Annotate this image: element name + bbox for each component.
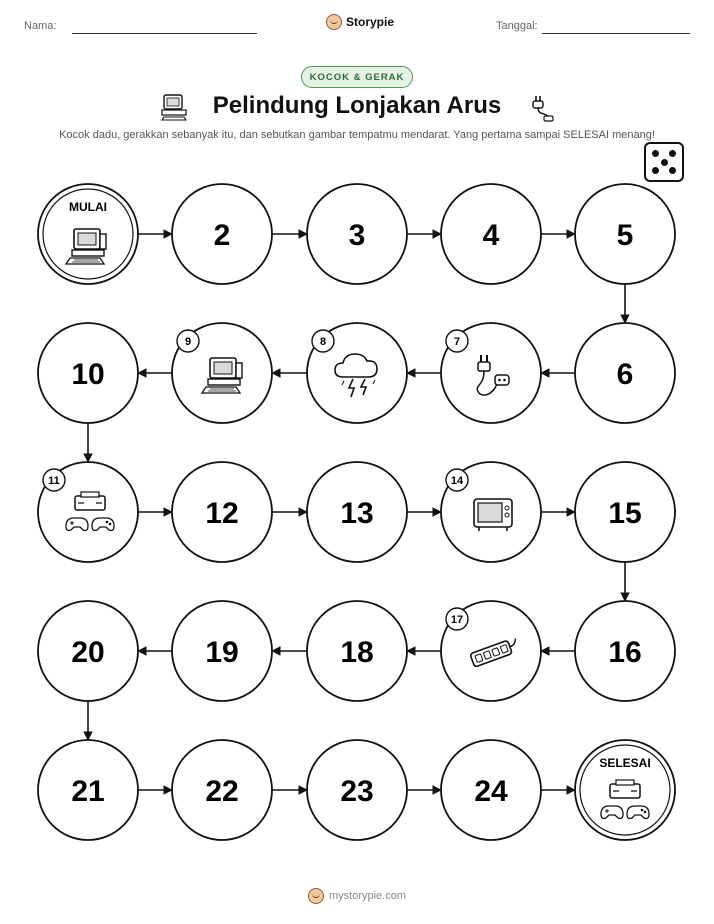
page-title: Pelindung Lonjakan Arus <box>212 92 502 119</box>
board-space-24 <box>441 740 541 840</box>
board-space-14 <box>441 462 541 562</box>
footer <box>308 888 406 904</box>
board-space-2 <box>172 184 272 284</box>
space-number: 10 <box>71 358 105 391</box>
space-number: 8 <box>319 336 327 348</box>
storypie-face-icon <box>308 888 324 904</box>
board-spaces <box>38 184 675 840</box>
board-space-8 <box>307 323 407 423</box>
board-space-5 <box>575 184 675 284</box>
instructions: Kocok dadu, gerakkan sebanyak itu, dan sebutkan gambar tempatmu mendarat. Yang pertama sampai SELESAI menang! <box>59 129 655 141</box>
space-number: 18 <box>340 636 374 669</box>
space-number: 21 <box>71 775 105 808</box>
board-space-6 <box>575 323 675 423</box>
finish-label: SELESAI <box>599 756 651 770</box>
space-number: 16 <box>608 636 642 669</box>
board-space-15 <box>575 462 675 562</box>
footer-url: mystorypie.com <box>329 890 407 902</box>
board-space-25 <box>575 740 675 840</box>
board-space-12 <box>172 462 272 562</box>
space-number: 14 <box>450 475 464 487</box>
date-label: Tanggal: <box>496 20 538 32</box>
space-number: 20 <box>71 636 105 669</box>
microwave-icon <box>474 499 512 531</box>
space-number: 5 <box>616 219 634 252</box>
space-number: 2 <box>213 219 231 252</box>
board-space-9 <box>172 323 272 423</box>
board-space-17 <box>441 601 541 701</box>
board-space-22 <box>172 740 272 840</box>
name-label: Nama: <box>24 20 57 32</box>
space-number: 17 <box>450 614 464 626</box>
space-number: 15 <box>608 497 642 530</box>
space-number: 9 <box>184 336 192 348</box>
space-number: 11 <box>48 475 60 487</box>
start-label: MULAI <box>69 200 107 214</box>
space-number: 22 <box>205 775 239 808</box>
board-space-7 <box>441 323 541 423</box>
space-number: 3 <box>348 219 366 252</box>
space-number: 12 <box>205 497 239 530</box>
space-number: 6 <box>616 358 634 391</box>
space-number: 23 <box>340 775 374 808</box>
space-number: 7 <box>453 336 461 348</box>
board-space-10 <box>38 323 138 423</box>
board-space-21 <box>38 740 138 840</box>
board-space-23 <box>307 740 407 840</box>
brand-name: Storypie <box>346 15 395 29</box>
space-number: 4 <box>482 219 500 252</box>
space-number: 13 <box>340 497 374 530</box>
board-space-3 <box>307 184 407 284</box>
board-space-19 <box>172 601 272 701</box>
board-space-20 <box>38 601 138 701</box>
board-space-18 <box>307 601 407 701</box>
activity-tag: KOCOK & GERAK <box>301 66 413 88</box>
space-number: 19 <box>205 636 239 669</box>
board-space-11 <box>38 462 138 562</box>
board-space-4 <box>441 184 541 284</box>
board-space-16 <box>575 601 675 701</box>
board-space-13 <box>307 462 407 562</box>
space-number: 24 <box>474 775 508 808</box>
board-space-1 <box>38 184 138 284</box>
